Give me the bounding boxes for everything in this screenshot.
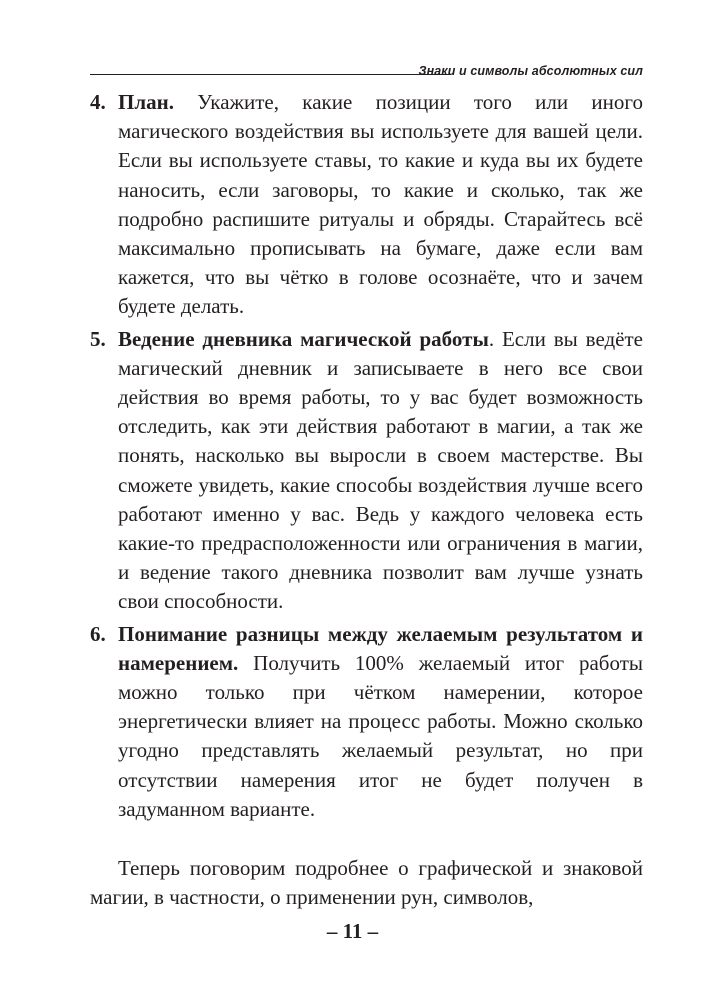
running-title: Знаки и символы абсолютных сил bbox=[418, 64, 643, 78]
list-item bbox=[90, 88, 643, 322]
item-text: Укажите, какие позиции того или иного магического воздействия вы используете для вашей цели. Если вы используете ставы, то какие и куда вы их будете наносить, если заговоры, то какие и сколько, так же подробно распишите ритуалы и обряды. Старайтесь всё максимально прописывать на бумаге, даже если вам кажется, что вы чётко в голове осознаёте, что и зачем будете делать. bbox=[118, 90, 643, 319]
item-number: 4. bbox=[90, 90, 106, 114]
item-number: 6. bbox=[90, 621, 106, 646]
item-number: 5. bbox=[90, 326, 106, 351]
closing-paragraph: Теперь поговорим подробнее о графической и знаковой магии, в частности, о применении рун, символов, bbox=[90, 856, 643, 910]
page-number: – 11 – bbox=[326, 919, 379, 943]
item-text: Получить 100% желаемый итог работы можно только при чётком намерении, которое энергетически влияет на процесс работы. Можно сколько угодно представлять желаемый результат, но при отсутствии намерения итог не будет получен в задуманном варианте. bbox=[118, 650, 643, 821]
item-text: . Если вы ведёте магический дневник и записываете в него все свои действия во время работы, то у вас будет возможность отследить, как эти действия работают в магии, а так же понять, насколько вы выросли в своем мастерстве. Вы сможете увидеть, какие способы воздействия лучше всего работают именно у вас. Ведь у каждого человека есть какие-то предрасположенности или ограничения в магии, и ведение такого дневника позволит вам лучше узнать свои способности. bbox=[118, 326, 643, 614]
item-title: Понимание разницы между желаемым результатом и намерением. bbox=[118, 621, 643, 675]
page-body bbox=[90, 88, 643, 912]
list-item bbox=[90, 620, 643, 824]
item-title: План. bbox=[118, 90, 174, 114]
header-rule bbox=[90, 74, 450, 75]
list-item bbox=[90, 325, 643, 617]
item-title: Ведение дневника магической работы bbox=[118, 326, 489, 351]
numbered-list bbox=[90, 88, 643, 824]
running-header bbox=[90, 62, 643, 80]
